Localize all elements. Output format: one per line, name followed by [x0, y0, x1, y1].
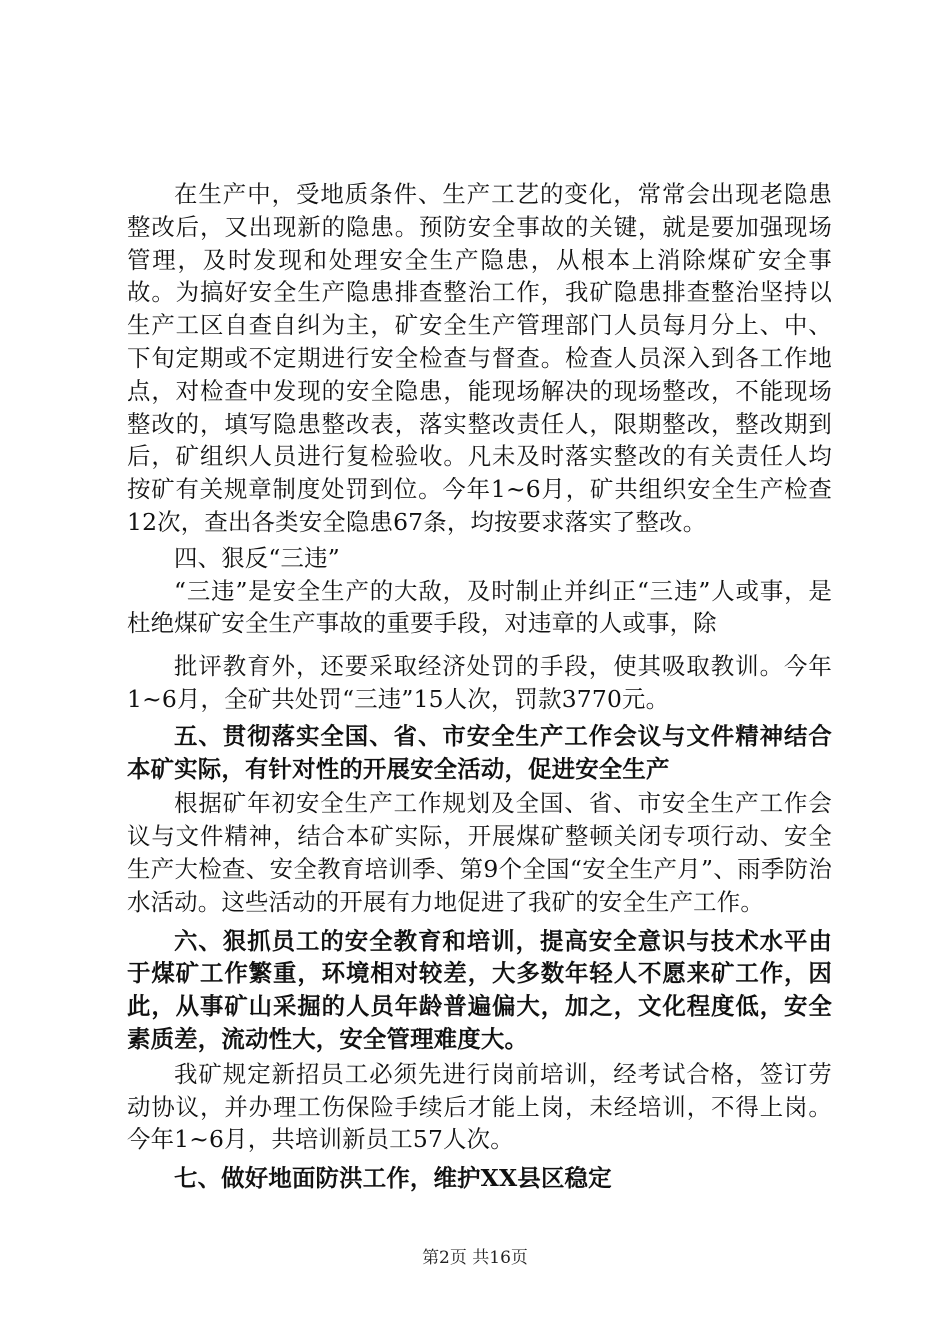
document-body — [127, 178, 832, 1195]
paragraph-safety-activities: 根据矿年初安全生产工作规划及全国、省、市安全生产工作会议与文件精神，结合本矿实际，开展煤矿整顿关闭专项行动、安全生产大检查、安全教育培训季、第9个全国“安全生产月”、雨季防治水活动。这些活动的开展有力地促进了我矿的安全生产工作。 — [127, 789, 832, 916]
paragraph-three-violations: “三违”是安全生产的大敌，及时制止并纠正“三违”人或事，是杜绝煤矿安全生产事故的重要手段，对违章的人或事，除 — [127, 576, 832, 638]
section-heading-7: 七、做好地面防洪工作，维护XX县区稳定 — [174, 1164, 612, 1193]
paragraph-training: 我矿规定新招员工必须先进行岗前培训，经考试合格，签订劳动协议，并办理工伤保险手续后才能上岗，未经培训，不得上岗。今年1~6月，共培训新员工57人次。 — [127, 1059, 832, 1154]
page-footer: 第2页 共16页 — [422, 1248, 528, 1268]
section-heading-4: 四、狠反“三违” — [174, 543, 340, 572]
paragraph-hazard-inspection: 在生产中，受地质条件、生产工艺的变化，常常会出现老隐患整改后，又出现新的隐患。预防安全事故的关键，就是要加强现场管理，及时发现和处理安全生产隐患，从根本上消除煤矿安全事故。为搞好安全生产隐患排查整治工作，我矿隐患排查整治坚持以生产工区自查自纠为主，矿安全生产管理部门人员每月分上、中、下旬定期或不定期进行安全检查与督查。检查人员深入到各工作地点，对检查中发现的安全隐患，能现场解决的现场整改，不能现场整改的，填写隐患整改表，落实整改责任人，限期整改，整改期到后，矿组织人员进行复检验收。凡未及时落实整改的有关责任人均按矿有关规章制度处罚到位。今年1~6月，矿共组织安全生产检查12次，查出各类安全隐患67条，均按要求落实了整改。 — [127, 180, 832, 536]
paragraph-penalty: 批评教育外，还要采取经济处罚的手段，使其吸取教训。今年1~6月，全矿共处罚“三违”15人次，罚款3770元。 — [127, 652, 832, 713]
section-heading-6: 六、狠抓员工的安全教育和培训，提高安全意识与技术水平由于煤矿工作繁重，环境相对较差，大多数年轻人不愿来矿工作，因此，从事矿山采掘的人员年龄普遍偏大，加之，文化程度低，安全素质差，流动性大，安全管理难度大。 — [127, 926, 832, 1053]
section-heading-5: 五、贯彻落实全国、省、市安全生产工作会议与文件精神结合本矿实际，有针对性的开展安全活动，促进安全生产 — [127, 721, 832, 783]
